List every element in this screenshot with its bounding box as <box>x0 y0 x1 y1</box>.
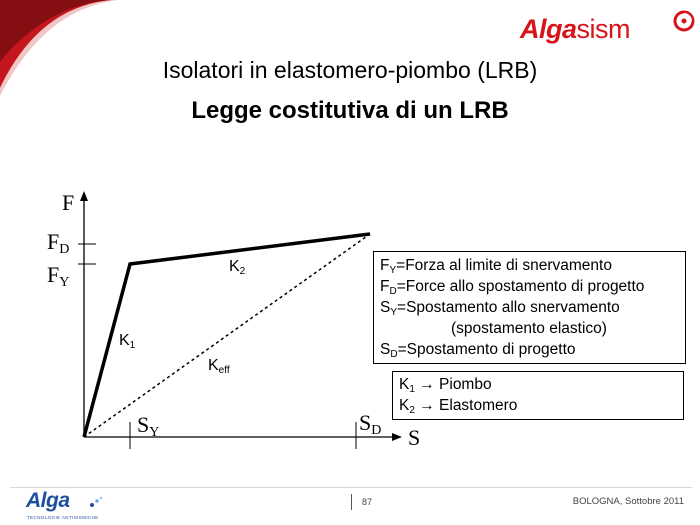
legend-sy-symbol: S <box>380 299 391 316</box>
k2-label <box>229 259 245 277</box>
page-number: 87 <box>362 497 373 507</box>
fd-symbol: F <box>47 229 60 254</box>
legend-k2-text: Elastomero <box>439 397 518 414</box>
f-axis-label: F <box>62 190 75 215</box>
legend-k2-symbol: K <box>399 397 410 414</box>
legend-k1-subscript: 1 <box>409 384 415 395</box>
keff-label <box>208 358 230 376</box>
legend-fd-subscript: D <box>389 286 397 297</box>
legend-sy-subscript: Y <box>390 307 398 318</box>
legend-row-sy <box>380 297 679 318</box>
definitions-legend <box>373 251 686 364</box>
sd-label <box>359 412 381 438</box>
footer-place-date: BOLOGNA, Sottobre 2011 <box>572 496 684 507</box>
slide-subtitle: Legge costitutiva di un LRB <box>191 97 509 124</box>
logo-text-bold: Alga <box>520 14 577 44</box>
legend-k2-subscript: 2 <box>409 405 415 416</box>
sd-symbol: S <box>359 410 372 435</box>
alga-logo <box>26 489 116 523</box>
logo-text-light: sism <box>576 14 631 44</box>
legend-fy-symbol: F <box>380 257 390 274</box>
fy-symbol: F <box>47 262 60 287</box>
k2-symbol: K <box>229 258 240 275</box>
slide-title: Isolatori in elastomero-piombo (LRB) <box>162 57 538 83</box>
legend-sy-text: =Spostamento allo snervamento <box>397 299 620 316</box>
k1-label <box>119 333 135 351</box>
fy-label <box>47 264 69 290</box>
legend-row-fd <box>380 276 679 297</box>
legend-sd-text: =Spostamento di progetto <box>397 341 576 358</box>
right-arrow-icon: → <box>419 397 435 414</box>
alga-logo-text: Alga <box>26 489 70 512</box>
sy-symbol: S <box>137 412 150 437</box>
fd-subscript: D <box>59 242 70 257</box>
materials-legend <box>392 371 684 420</box>
legend-row-k1 <box>399 374 677 395</box>
legend-row-fy <box>380 255 679 276</box>
sd-subscript: D <box>371 423 382 438</box>
fy-subscript: Y <box>59 275 70 290</box>
sy-subscript: Y <box>149 425 160 440</box>
right-arrow-icon: → <box>419 376 435 393</box>
footer-separator <box>351 494 352 510</box>
legend-k1-text: Piombo <box>439 376 492 393</box>
legend-row-sd <box>380 339 679 360</box>
keff-subscript: eff <box>218 365 230 376</box>
k1-subscript: 1 <box>129 340 136 351</box>
legend-sd-symbol: S <box>380 341 391 358</box>
keff-symbol: K <box>208 357 219 374</box>
legend-fd-text: =Force allo spostamento di progetto <box>396 278 645 295</box>
legend-row-k2 <box>399 395 677 416</box>
s-axis-label: S <box>408 425 421 450</box>
alga-logo-tagline: TECNOLOGIE ANTISISMICHE <box>27 515 99 520</box>
k1-symbol: K <box>119 332 130 349</box>
k2-subscript: 2 <box>239 266 246 277</box>
legend-k1-symbol: K <box>399 376 410 393</box>
fd-label <box>47 231 69 257</box>
logo-dots-icon <box>89 496 103 508</box>
legend-row-sy-note: (spostamento elastico) <box>451 320 607 337</box>
legend-fd-symbol: F <box>380 278 390 295</box>
sy-label <box>137 414 159 440</box>
legend-fy-subscript: Y <box>389 265 397 276</box>
legend-fy-text: =Forza al limite di snervamento <box>396 257 612 274</box>
legend-sd-subscript: D <box>390 349 398 360</box>
footer-divider <box>10 487 692 488</box>
